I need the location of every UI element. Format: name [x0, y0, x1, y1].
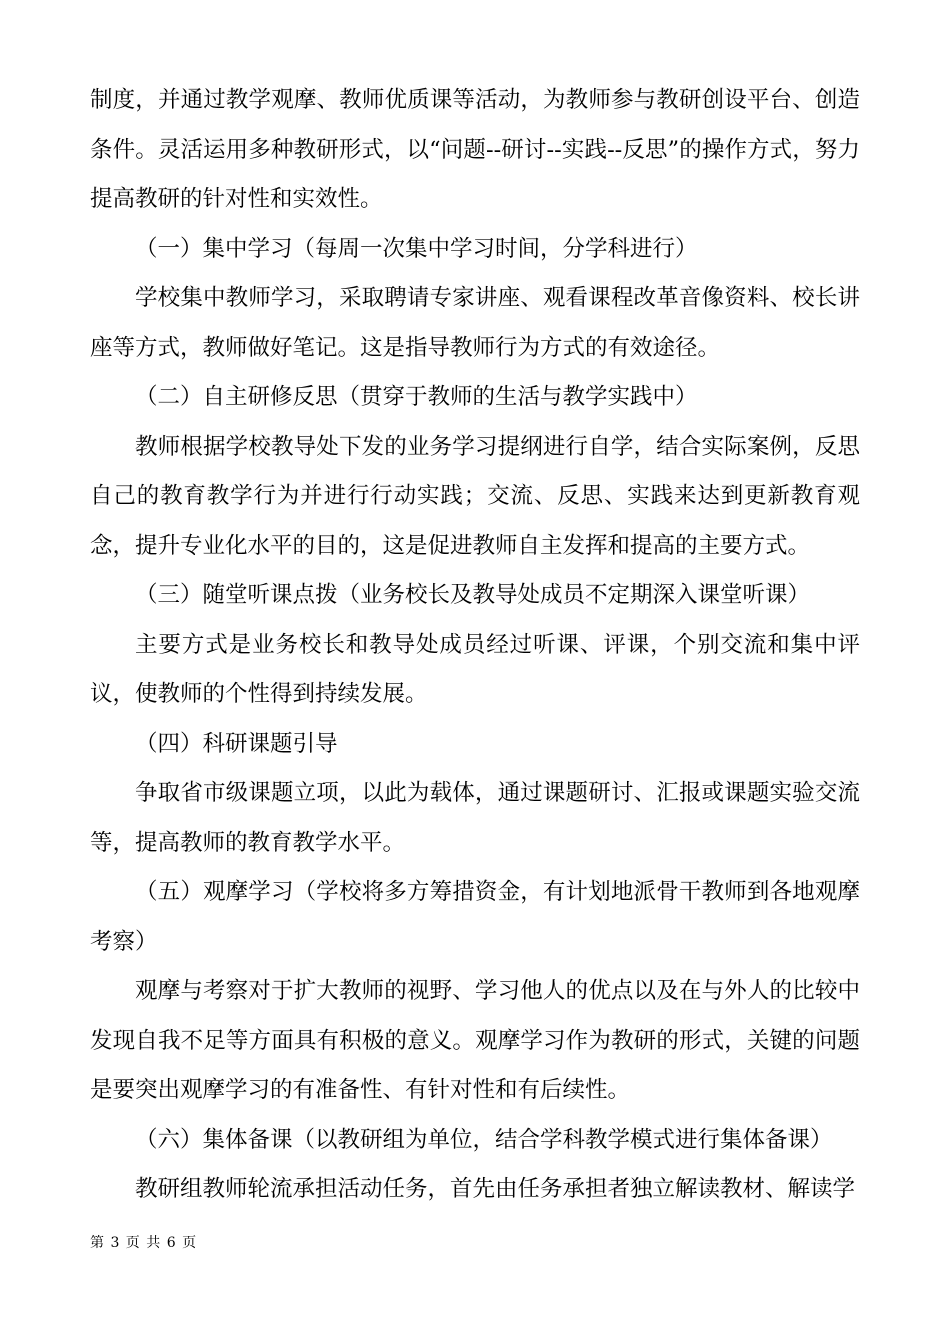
paragraph-2: 教师根据学校教导处下发的业务学习提纲进行自学，结合实际案例，反思自己的教育教学行为并进行行动实践；交流、反思、实践来达到更新教育观念，提升专业化水平的目的，这是促进教师自主发挥和提高的主要方式。 [90, 433, 860, 559]
page-number-footer: 第 3 页 共 6 页 [90, 1235, 198, 1251]
document-body [90, 76, 860, 1215]
paragraph-4: 争取省市级课题立项，以此为载体，通过课题研讨、汇报或课题实验交流等，提高教师的教育教学水平。 [90, 780, 860, 856]
paragraph-6: 教研组教师轮流承担活动任务，首先由任务承担者独立解读教材、解读学 [135, 1176, 856, 1202]
section-heading-1: （一）集中学习（每周一次集中学习时间，分学科进行） [135, 235, 698, 262]
paragraph-5: 观摩与考察对于扩大教师的视野、学习他人的优点以及在与外人的比较中发现自我不足等方面具有积极的意义。观摩学习作为教研的形式，关键的问题是要突出观摩学习的有准备性、有针对性和有后续性。 [90, 978, 860, 1103]
section-heading-4: （四）科研课题引导 [135, 730, 338, 757]
section-heading-3: （三）随堂听课点拨（业务校长及教导处成员不定期深入课堂听课） [135, 582, 811, 608]
section-heading-2: （二）自主研修反思（贯穿于教师的生活与教学实践中） [135, 384, 698, 410]
section-heading-6: （六）集体备课（以教研组为单位，结合学科教学模式进行集体备课） [135, 1126, 833, 1153]
paragraph-1: 学校集中教师学习，采取聘请专家讲座、观看课程改革音像资料、校长讲座等方式，教师做好笔记。这是指导教师行为方式的有效途径。 [90, 285, 860, 361]
paragraph-3: 主要方式是业务校长和教导处成员经过听课、评课，个别交流和集中评议，使教师的个性得到持续发展。 [90, 631, 860, 707]
section-heading-5: （五）观摩学习（学校将多方筹措资金，有计划地派骨干教师到各地观摩考察） [90, 879, 860, 955]
paragraph-continuation: 制度，并通过教学观摩、教师优质课等活动，为教师参与教研创设平台、创造条件。灵活运用多种教研形式，以“问题--研讨--实践--反思”的操作方式，努力提高教研的针对性和实效性。 [90, 87, 860, 212]
